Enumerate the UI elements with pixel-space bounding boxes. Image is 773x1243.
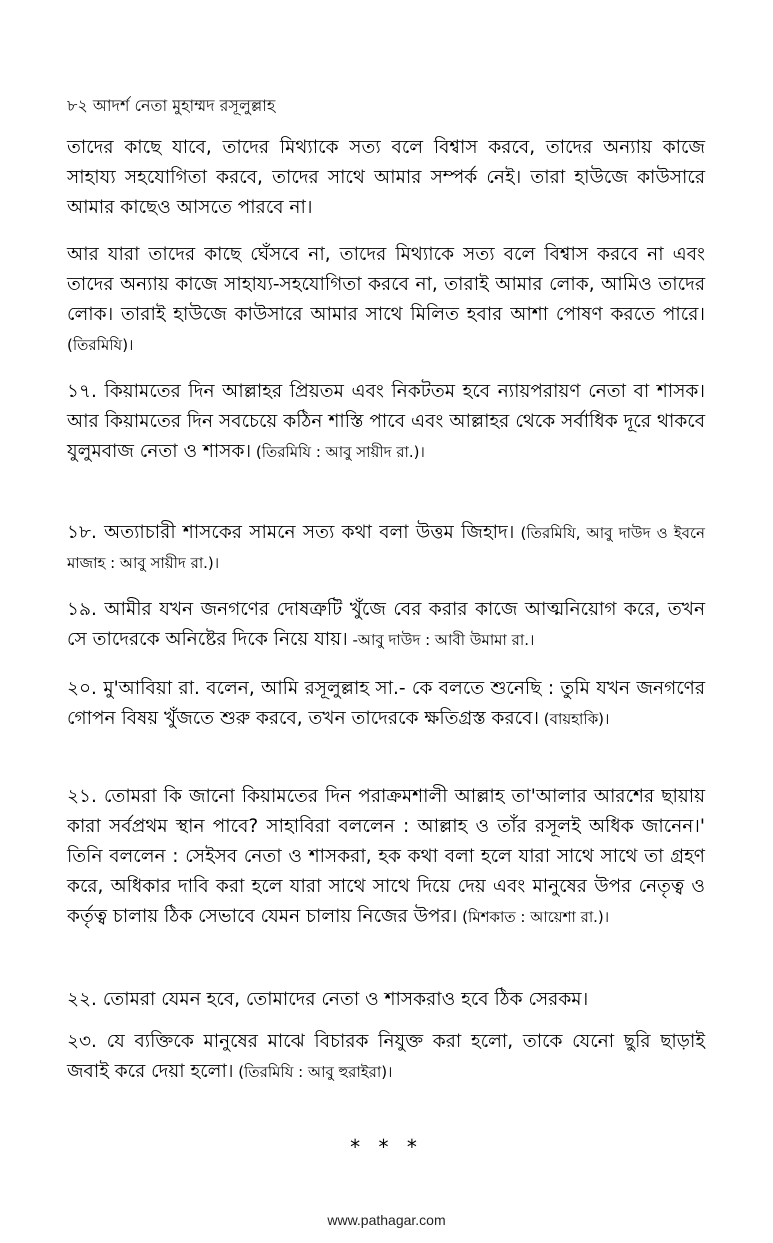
paragraph-text: ১৯. আমীর যখন জনগণের দোষত্রুটি খুঁজে বের করার কাজে আত্মনিয়োগ করে, তখন সে তাদেরকে অনিষ্টের দিকে নিয়ে যায়। (67, 599, 705, 650)
hadith-18 (67, 518, 705, 578)
paragraph-text: ১৮. অত্যাচারী শাসকের সামনে সত্য কথা বলা উত্তম জিহাদ। (67, 522, 515, 543)
citation: (তিরমিযি)। (67, 336, 134, 354)
paragraph-text: তাদের কাছে যাবে, তাদের মিথ্যাকে সত্য বলে বিশ্বাস করবে, তাদের অন্যায় কাজে সাহায্য সহযোগিতা করবে, তাদের সাথে আমার সম্পর্ক নেই। তারা হাউজে কাউসারে আমার কাছেও আসতে পারবে না। (67, 137, 705, 218)
paragraph-text: ১৭. কিয়ামতের দিন আল্লাহর প্রিয়তম এবং নিকটতম হবে ন্যায়পরায়ণ নেতা বা শাসক। আর কিয়ামতের দিন সবচেয়ে কঠিন শাস্তি পাবে এবং আল্লাহর থেকে সর্বাধিক দূরে থাকবে যুলুমবাজ নেতা ও শাসক। (67, 381, 705, 462)
hadith-17 (67, 377, 705, 467)
paragraph-text: ২০. মু'আবিয়া রা. বলেন, আমি রসূলুল্লাহ সা.- কে বলতে শুনেছি : তুমি যখন জনগণের গোপন বিষয় খুঁজতে শুরু করবে, তখন তাদেরকে ক্ষতিগ্রস্ত করবে। (67, 678, 705, 729)
citation: (তিরমিযি : আবু সায়ীদ রা.)। (251, 443, 425, 461)
paragraph-text: ২২. তোমরা যেমন হবে, তোমাদের নেতা ও শাসকরাও হবে ঠিক সেরকম। (67, 989, 589, 1010)
hadith-23 (67, 1027, 705, 1087)
footer-url: www.pathagar.com (327, 1212, 446, 1228)
section-separator: * * * (350, 1135, 423, 1159)
paragraph-text: ২১. তোমরা কি জানো কিয়ামতের দিন পরাক্রমশালী আল্লাহ তা'আলার আরশের ছায়ায় কারা সর্বপ্রথম স্থান পাবে? সাহাবিরা বললেন : আল্লাহ ও তাঁর রসূলই অধিক জানেন।' তিনি বললেন : সেইসব নেতা ও শাসকরা, হক কথা বলা হলে যারা সাথে সাথে তা গ্রহণ করে, অধিকার দাবি করা হলে যারা সাথে সাথে দিয়ে দেয় এবং মানুষের উপর নেতৃত্ব ও কর্তৃত্ব চালায় ঠিক সেভাবে যেমন চালায় নিজের উপর। (67, 786, 705, 927)
citation: (বায়হাকি)। (539, 710, 610, 728)
hadith-22 (67, 985, 705, 1015)
paragraph-2 (67, 240, 705, 360)
paragraph-text: ২৩. যে ব্যক্তিকে মানুষের মাঝে বিচারক নিযুক্ত করা হলো, তাকে যেনো ছুরি ছাড়াই জবাই করে দেয়া হলো। (67, 1031, 705, 1082)
hadith-20 (67, 674, 705, 734)
paragraph-text: আর যারা তাদের কাছে ঘেঁসবে না, তাদের মিথ্যাকে সত্য বলে বিশ্বাস করবে না এবং তাদের অন্যায় কাজে সাহায্য-সহযোগিতা করবে না, তারাই আমার লোক, আমিও তাদের লোক। তারাই হাউজে কাউসারে আমার সাথে মিলিত হবার আশা পোষণ করতে পারে। (67, 244, 705, 325)
citation: -আবু দাউদ : আবী উমামা রা.। (347, 631, 535, 649)
running-head: ৮২ আদর্শ নেতা মুহাম্মদ রসূলুল্লাহ (67, 96, 276, 115)
hadith-21 (67, 782, 705, 932)
paragraph-1 (67, 133, 705, 223)
citation: (তিরমিযি, আবু দাউদ ও ইবনে মাজাহ : আবু সায়ীদ রা.)। (67, 524, 705, 572)
hadith-19 (67, 595, 705, 655)
citation: (তিরমিযি : আবু হুরাইরা)। (233, 1063, 393, 1081)
citation: (মিশকাত : আয়েশা রা.)। (457, 908, 610, 926)
